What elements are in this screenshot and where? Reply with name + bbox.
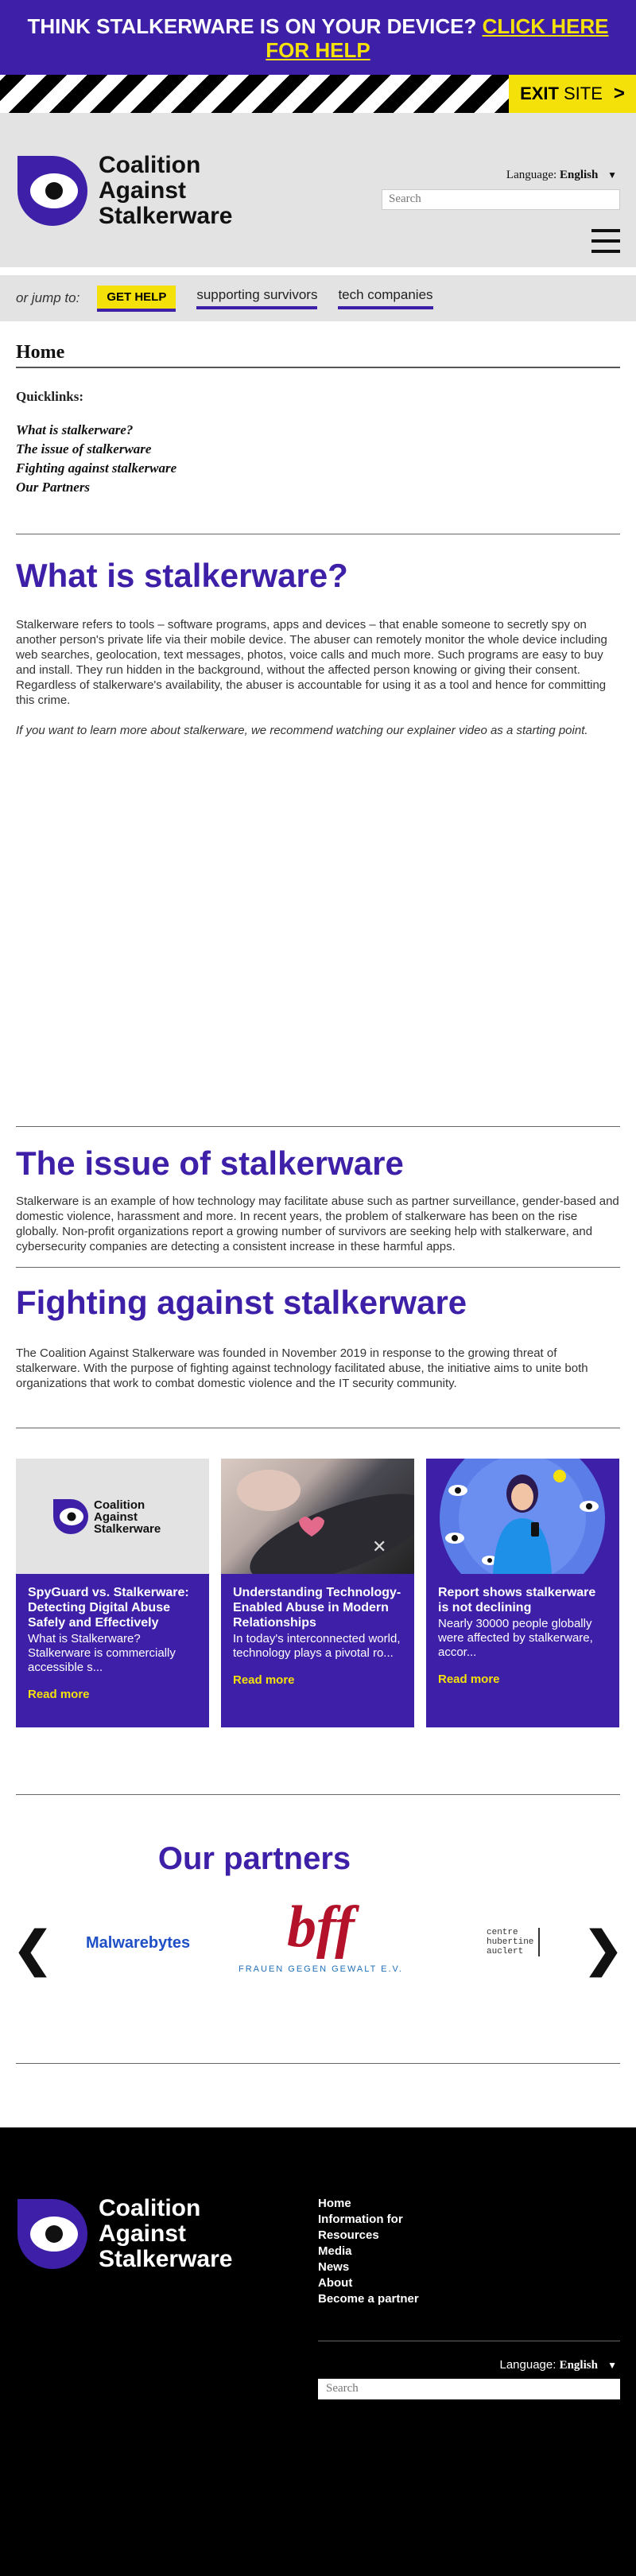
news-card[interactable] bbox=[426, 1459, 619, 1727]
read-more-link[interactable]: Read more bbox=[233, 1673, 295, 1687]
quicklink-what[interactable]: What is stalkerware? bbox=[16, 422, 134, 437]
arrow-left-icon[interactable]: ❮ bbox=[13, 1922, 53, 1976]
divider bbox=[16, 2063, 620, 2064]
page-title: Home bbox=[16, 321, 620, 368]
eye-logo-icon bbox=[52, 1498, 89, 1535]
divider bbox=[16, 1126, 620, 1127]
card-image-logo: Coalition Against Stalkerware bbox=[16, 1459, 209, 1574]
quicklink-partners[interactable]: Our Partners bbox=[16, 480, 91, 495]
footer-link-information[interactable]: Information for bbox=[318, 2213, 403, 2226]
caret-down-icon: ▼ bbox=[607, 169, 617, 181]
site-logo[interactable] bbox=[16, 153, 232, 229]
site-footer bbox=[0, 2127, 636, 2576]
news-card[interactable] bbox=[16, 1459, 209, 1727]
jump-link-tech-companies[interactable]: tech companies bbox=[338, 287, 432, 309]
footer-link-home[interactable]: Home bbox=[318, 2197, 351, 2210]
card-title: Report shows stalkerware is not declining bbox=[438, 1586, 596, 1614]
help-banner[interactable] bbox=[0, 0, 636, 75]
divider bbox=[16, 1267, 620, 1268]
exit-site-button[interactable]: EXIT SITE > bbox=[509, 75, 636, 113]
banner-cta-link-line2[interactable]: FOR HELP bbox=[266, 38, 370, 62]
issue-heading: The issue of stalkerware bbox=[16, 1144, 404, 1182]
footer-link-about[interactable]: About bbox=[318, 2276, 353, 2290]
svg-text:✕: ✕ bbox=[372, 1537, 387, 1557]
what-is-note: If you want to learn more about stalkerware, we recommend watching our explainer video as a starting point. bbox=[16, 724, 588, 737]
news-cards bbox=[16, 1459, 620, 1727]
caret-down-icon: ▼ bbox=[607, 2360, 617, 2371]
language-selector[interactable]: Language: English ▼ bbox=[506, 169, 617, 181]
what-is-heading: What is stalkerware? bbox=[16, 557, 348, 594]
footer-link-media[interactable]: Media bbox=[318, 2244, 352, 2258]
quicklinks-title: Quicklinks: bbox=[16, 389, 84, 404]
logo-text: Coalition Against Stalkerware bbox=[99, 152, 233, 229]
footer-search-input[interactable]: Search bbox=[318, 2379, 620, 2399]
footer-nav bbox=[318, 2196, 419, 2307]
read-more-link[interactable]: Read more bbox=[438, 1673, 500, 1686]
card-title: SpyGuard vs. Stalkerware: Detecting Digital Abuse Safely and Effectively bbox=[28, 1586, 189, 1630]
jump-label: or jump to: bbox=[16, 290, 80, 305]
fighting-body: The Coalition Against Stalkerware was founded in November 2019 in response to the growing threat of stalkerware. With the purpose of fighting against technology facilitated abuse, the initiative aims to unite both organizations that work to combat domestic violence and the IT security community. bbox=[16, 1346, 588, 1390]
card-title: Understanding Technology-Enabled Abuse in Modern Relationships bbox=[233, 1586, 401, 1630]
partner-logo-bff[interactable]: bff FRAUEN GEGEN GEWALT E.V. bbox=[238, 1894, 403, 1974]
fighting-heading: Fighting against stalkerware bbox=[16, 1284, 467, 1321]
partners-heading: Our partners bbox=[157, 1841, 351, 1876]
news-card[interactable] bbox=[221, 1459, 414, 1727]
arrow-right-icon[interactable]: ❯ bbox=[583, 1922, 623, 1976]
eye-logo-icon bbox=[16, 2197, 89, 2271]
card-excerpt: In today's interconnected world, technology plays a pivotal ro... bbox=[233, 1632, 401, 1660]
footer-link-news[interactable]: News bbox=[318, 2260, 350, 2274]
partner-logo-hubertine[interactable]: centre hubertine auclert bbox=[487, 1928, 540, 1956]
footer-language-selector[interactable]: Language: English ▼ bbox=[499, 2358, 617, 2372]
card-image-phone bbox=[221, 1459, 414, 1574]
eye-logo-icon bbox=[16, 154, 89, 227]
quicklink-fighting[interactable]: Fighting against stalkerware bbox=[16, 460, 177, 476]
partners-carousel bbox=[13, 1894, 623, 1999]
card-excerpt: What is Stalkerware? Stalkerware is commercially accessible s... bbox=[28, 1632, 176, 1674]
footer-logo[interactable]: Coalition Against Stalkerware bbox=[16, 2196, 232, 2272]
hamburger-icon[interactable] bbox=[591, 229, 620, 253]
issue-body: Stalkerware is an example of how technology may facilitate abuse such as partner surveillance, gender-based and domestic violence, harassment and more. In recent years, the problem of stalkerware has been on the rise globally. Non-profit organizations report a growing number of survivors are seeking help with stalkerware, and cybersecurity companies are detecting a consistent increase in these harmful apps. bbox=[16, 1195, 619, 1253]
footer-link-resources[interactable]: Resources bbox=[318, 2228, 379, 2242]
partner-logo-malwarebytes[interactable]: Malwarebytes bbox=[86, 1934, 191, 1952]
get-help-button[interactable]: GET HELP bbox=[97, 286, 176, 312]
banner-text: THINK STALKERWARE IS ON YOUR DEVICE? bbox=[27, 14, 477, 38]
card-excerpt: Nearly 30000 people globally were affected by stalkerware, accor... bbox=[438, 1617, 593, 1659]
jump-link-supporting-survivors[interactable]: supporting survivors bbox=[196, 287, 317, 309]
jump-bar bbox=[0, 275, 636, 321]
video-area bbox=[16, 738, 620, 1126]
chevron-right-icon: > bbox=[613, 83, 625, 104]
footer-link-become-partner[interactable]: Become a partner bbox=[318, 2292, 419, 2306]
card-image-illustration bbox=[426, 1459, 619, 1574]
exit-bar bbox=[0, 75, 636, 113]
site-header bbox=[0, 113, 636, 267]
quicklinks-list bbox=[16, 421, 620, 497]
what-is-body: Stalkerware refers to tools – software programs, apps and devices – that enable someone to secretly spy on another person's private life via their mobile device. The abuser can remotely monitor the whole device including web searches, geolocation, text messages, photos, voice calls and much more. Such programs are easy to buy and install. They run hidden in the background, without the affected person knowing or giving their consent. Regardless of stalkerware's availability, the abuser is accountable for using it as a tool and hence for committing this crime. bbox=[16, 618, 607, 707]
banner-cta-link[interactable]: CLICK HERE bbox=[482, 14, 609, 38]
quicklink-issue[interactable]: The issue of stalkerware bbox=[16, 441, 152, 457]
search-input[interactable]: Search bbox=[382, 189, 620, 210]
divider bbox=[16, 1794, 620, 1795]
read-more-link[interactable]: Read more bbox=[28, 1688, 90, 1701]
